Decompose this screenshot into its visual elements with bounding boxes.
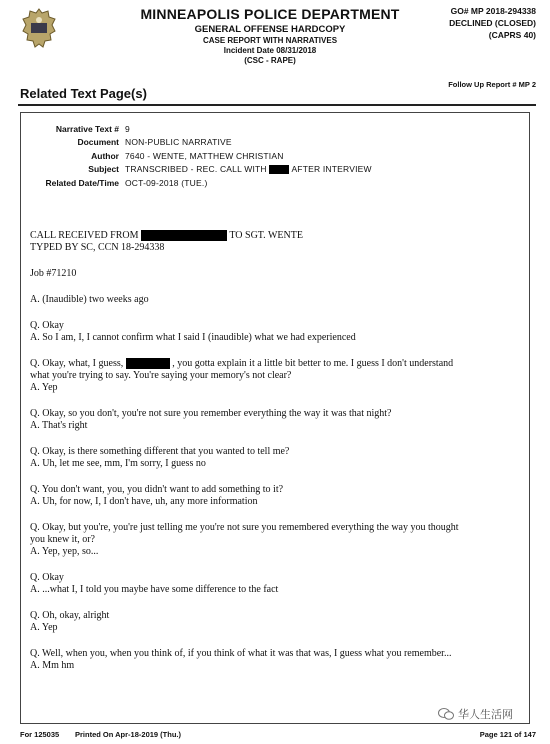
question-line: Q. You don't want, you, you didn't want to add something to it? — [30, 484, 284, 495]
transcript-exchange — [30, 522, 520, 558]
question-line: Q. Okay — [30, 320, 64, 331]
meta-label: Subject — [88, 164, 119, 175]
incident-date: Incident Date 08/31/2018 — [223, 46, 317, 55]
meta-label: Document — [77, 137, 119, 148]
answer-line: A. So I am, I, I cannot confirm what I said I (inaudible) what we had experienced — [30, 332, 356, 343]
answer-line: A. Yep, yep, so... — [30, 546, 99, 557]
question-line: you knew it, or? — [30, 534, 95, 545]
transcript-exchange — [30, 446, 520, 470]
meta-label: Narrative Text # — [55, 123, 119, 134]
follow-up-report: Follow Up Report # MP 2 — [448, 80, 536, 89]
case-identifiers — [449, 5, 536, 41]
meta-value: NON-PUBLIC NARRATIVE — [125, 137, 232, 148]
case-type: (CSC - RAPE) — [244, 56, 296, 65]
answer-line: A. Yep — [30, 622, 58, 633]
answer-line: A. Yep — [30, 382, 58, 393]
call-header — [30, 230, 520, 254]
answer-line: A. That's right — [30, 420, 88, 431]
answer-line: A. Uh, let me see, mm, I'm sorry, I guess no — [30, 458, 206, 469]
job-number: Job #71210 — [30, 268, 77, 279]
section-divider — [18, 104, 536, 106]
question-line: Q. Okay, so you don't, you're not sure you remember everything the way it was that night? — [30, 408, 392, 419]
transcript-exchange — [30, 320, 520, 344]
page-number: Page 121 of 147 — [479, 730, 536, 739]
report-type: CASE REPORT WITH NARRATIVES — [202, 36, 338, 45]
question-line — [30, 358, 520, 370]
meta-row — [34, 122, 372, 136]
meta-label: Author — [91, 150, 119, 161]
subject-prefix: TRANSCRIBED - REC. CALL WITH — [125, 164, 267, 175]
question-line: Q. Okay, is there something different that you wanted to tell me? — [30, 446, 290, 457]
redaction-bar — [126, 358, 170, 369]
question-line: Q. Okay — [30, 572, 64, 583]
transcript-exchange — [30, 484, 520, 508]
question-line: Q. Well, when you, when you think of, if you think of what it was that was, I guess what you remember... — [30, 648, 452, 659]
police-badge-icon — [22, 8, 56, 52]
case-status: DECLINED (CLOSED) — [449, 18, 536, 28]
transcript-exchange — [30, 294, 520, 306]
meta-label: Related Date/Time — [45, 177, 119, 188]
form-number: For 125035 — [20, 730, 60, 739]
department-name: MINNEAPOLIS POLICE DEPARTMENT — [140, 6, 400, 22]
transcript-exchange — [30, 648, 520, 672]
meta-row — [34, 149, 372, 163]
answer-line: A. (Inaudible) two weeks ago — [30, 294, 149, 305]
question-line: what you're trying to say. You're saying your memory's not clear? — [30, 370, 292, 381]
section-title: Related Text Page(s) — [20, 86, 147, 101]
call-suffix: TO SGT. WENTE — [229, 230, 303, 241]
meta-value — [125, 164, 372, 174]
call-prefix: CALL RECEIVED FROM — [30, 230, 139, 241]
redaction-bar — [141, 230, 227, 241]
question-prefix: Q. Okay, what, I guess, — [30, 358, 124, 369]
subject-suffix: AFTER INTERVIEW — [291, 164, 372, 175]
transcript-exchange — [30, 408, 520, 432]
meta-value: 9 — [125, 123, 130, 134]
chat-bubble-icon — [438, 707, 454, 721]
meta-row — [34, 163, 372, 177]
redaction-bar — [269, 165, 289, 174]
report-subtitle: GENERAL OFFENSE HARDCOPY — [194, 24, 346, 35]
watermark-text: 华人生活网 — [458, 709, 513, 721]
meta-row — [34, 136, 372, 150]
question-line: Q. Okay, but you're, you're just telling me you're not sure you remembered everything the way you thought — [30, 522, 459, 533]
watermark — [438, 706, 513, 722]
question-line: Q. Oh, okay, alright — [30, 610, 110, 621]
typed-by: TYPED BY SC, CCN 18-294338 — [30, 242, 165, 253]
report-header — [120, 6, 420, 65]
meta-row — [34, 176, 372, 190]
printed-date: Printed On Apr-18-2019 (Thu.) — [75, 730, 181, 739]
answer-line: A. ...what I, I told you maybe have some difference to the fact — [30, 584, 279, 595]
transcript-exchange — [30, 572, 520, 596]
question-suffix: , you gotta explain it a little bit better to me. I guess I don't understand — [172, 358, 454, 369]
transcript-body — [30, 230, 520, 686]
caprs-code: (CAPRS 40) — [488, 30, 536, 40]
answer-line: A. Uh, for now, I, I don't have, uh, any more information — [30, 496, 258, 507]
transcript-exchange — [30, 358, 520, 394]
transcript-exchange — [30, 610, 520, 634]
meta-value: 7640 - WENTE, MATTHEW CHRISTIAN — [125, 150, 284, 161]
answer-line: A. Mm hm — [30, 660, 75, 671]
go-number: GO# MP 2018-294338 — [450, 6, 536, 16]
narrative-metadata — [34, 122, 372, 190]
meta-value: OCT-09-2018 (TUE.) — [125, 177, 208, 188]
